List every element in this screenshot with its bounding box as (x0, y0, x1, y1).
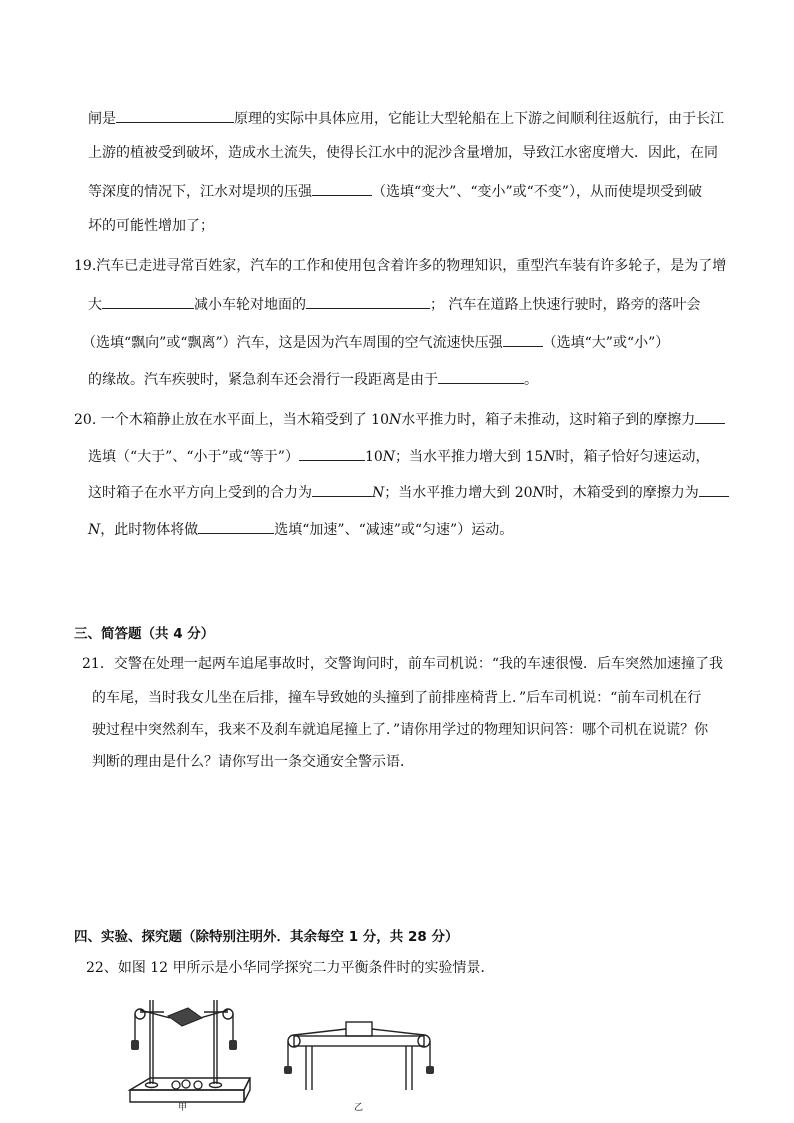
q18-line-4: 坏的可能性增加了； (88, 218, 214, 234)
q19-blank-4[interactable] (438, 368, 524, 384)
q21-line-1: 21．交警在处理一起两车追尾事故时，交警询问时，前车司机说：“我的车速很慢．后车突然加速撞了我 (82, 656, 723, 672)
q18-blank-1[interactable] (116, 107, 234, 123)
q20-blank-4[interactable] (699, 481, 729, 497)
q20-line-2: 选填（“大于”、“小于”或“等于”） 10N；当水平推力增大到 15N时，箱子恰好匀速运动， (88, 445, 710, 467)
q20-blank-1[interactable] (695, 408, 725, 424)
q20-blank-3[interactable] (312, 481, 372, 497)
q20-line-4: N，此时物体将做 选填“加速”、“减速”或“匀速”）运动。 (88, 518, 513, 540)
q22-line-1: 22、如图 12 甲所示是小华同学探究二力平衡条件时的实验情景． (86, 960, 495, 976)
figure-a (122, 990, 252, 1118)
q21-line-4: 判断的理由是什么？请你写出一条交通安全警示语． (92, 754, 414, 770)
q21-line-2: 的车尾，当时我女儿坐在后排，撞车导致她的头撞到了前排座椅背上．”后车司机说：“前车司机在行 (92, 690, 702, 706)
q19-line-4: 的缘故。汽车疾驶时，紧急刹车还会滑行一段距离是由于 。 (88, 368, 538, 390)
section-3-title: 三、简答题（共 4 分） (74, 626, 215, 642)
q19-line-2: 大 减小车轮对地面的 ； 汽车在道路上快速行驶时，路旁的落叶会 (88, 293, 700, 315)
q18-line-3: 等深度的情况下，江水对堤坝的压强 （选填“变大”、“变小”或“不变”），从而使堤坝受到破 (88, 180, 702, 202)
q20-line-1: 20. 一个木箱静止放在水平面上，当木箱受到了 10N水平推力时，箱子未推动，这时箱子到的摩擦力 (74, 408, 725, 430)
q18-line-1: 闸是 原理的实际中具体应用，它能让大型轮船在上下游之间顺利往返航行，由于长江 (88, 107, 724, 129)
q18-line-2: 上游的植被受到破坏，造成水土流失，使得长江水中的泥沙含量增加，导致江水密度增大．因此，在同 (88, 145, 718, 161)
q19-blank-3[interactable] (503, 331, 543, 347)
figure-a-drawing (122, 990, 252, 1118)
q20-blank-5[interactable] (198, 518, 274, 534)
figure-b (276, 1010, 442, 1120)
figure-a-label: 甲 (178, 1103, 188, 1113)
figure-b-label: 乙 (354, 1103, 364, 1113)
q18-blank-2[interactable] (312, 180, 372, 196)
q19-line-3: （选填“飘向”或“飘离”）汽车，这是因为汽车周围的空气流速快压强 （选填“大”或“小”） (82, 331, 669, 353)
q20-blank-2[interactable] (299, 445, 365, 461)
q20-line-3: 这时箱子在水平方向上受到的合力为 N；当水平推力增大到 20N时，木箱受到的摩擦力为 (88, 481, 729, 503)
q19-blank-1[interactable] (102, 293, 194, 309)
section-4-title: 四、实验、探究题（除特别注明外．其余每空 1 分，共 28 分） (74, 929, 459, 945)
q19-blank-2[interactable] (306, 293, 430, 309)
q19-line-1: 19.汽车已走进寻常百姓家，汽车的工作和使用包含着许多的物理知识，重型汽车装有许多轮子，是为了增 (74, 258, 727, 274)
q21-line-3: 驶过程中突然刹车，我来不及刹车就追尾撞上了．”请你用学过的物理知识问答：哪个司机在说谎？你 (92, 722, 709, 738)
